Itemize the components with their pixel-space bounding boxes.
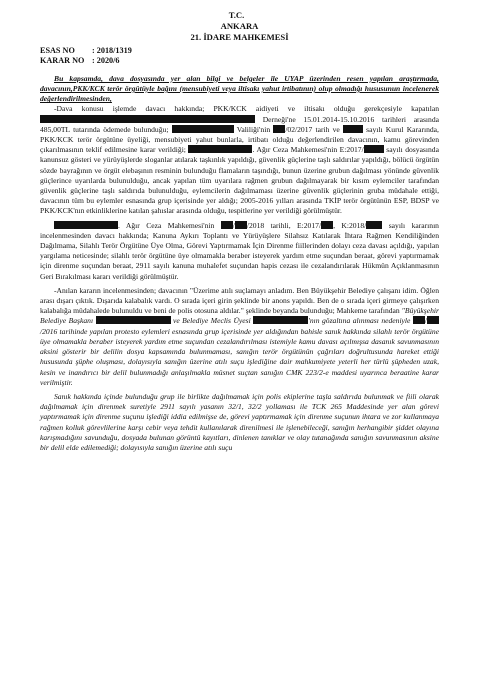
text-span: /2018 tarihli, E:2017/ <box>246 220 322 230</box>
text-span: . Ağır Ceza Mahkemesi'nin <box>118 220 215 230</box>
redaction <box>427 316 439 324</box>
redaction <box>188 145 252 153</box>
text-span: /02/2017 tarih ve <box>285 124 340 134</box>
esas-label: ESAS NO <box>40 46 75 55</box>
case-meta <box>40 46 439 67</box>
esas-row <box>40 46 439 56</box>
text-span: -Dava konusu işlemde davacı hakkında; PKK/KCK aidiyeti ve iltisakı olduğu gerekçesiyle kapatılan <box>54 104 439 114</box>
redaction <box>221 221 233 229</box>
redaction <box>366 221 382 229</box>
redaction <box>235 221 247 229</box>
redaction <box>273 125 285 133</box>
paragraph-sanik: Sanık hakkında içinde bulunduğu grup ile birlikte dağılmamak için polis ekiplerine taşla saldırıda bulunmak ve fiili olarak dağılmamak için direnmek suretiyle 2911 sayılı yasanın 32/1, 32/2 yollaması ile TCK 265 Maddesinde yer alan görevi yaptırmamak için direnme suçunu işlediği iddia edilmişse de, görevi yaptırmamak için direnme suçunun ihtara ve zor kullanmaya rağmen kolluk görevlilerine karşı cebir veya tehdit kullanılarak direnilmesi ile işlenebileceği, sanığın herhangibir şiddet olayına karışmadığını savunduğu, dosyada bulunan görüntü kayıtları, dinlenen tanıklar ve olay tutanağında sanığın savunmasının aksine bir delil elde edilemediği; dolayısıyla sanığın üzerine atılı suçu <box>40 391 439 452</box>
text-span: sayılı dosyasında kanunsuz gösteri ve yürüyüşlerde sloganlar atılarak taşkınlık yapıldığı, güvenlik güçlerine taşlı saldırılar yapıldığı, bölücü örgütün sözde bayrağının ve örgüt elebaşının resminin bulunduğu flamaların taşındığı, bunun üzerine grubun dağılması yönünde güvenlik güçlerince uyarılarda bulunulduğu, ancak yapılan tüm uyarılara rağmen grubun dağılmayarak bir kısım eylemciler tarafından güvenlik güçlerine taşlı saldırıda bulunulduğu, eylemcilerin dağılmaması üzerine güvenlik güçlerinin gruba müdahale ettiği, davacının tüm bu eylemler esnasında grup içerisinde yer aldığı; 2005-2016 yılları arasında TKİP terör örgütünün ESP, BDSP ve PKK/KCK'nın etkinliklerine katılan şahıslar arasında olduğu, tespitlerine yer verildiği görülmüştür. <box>40 145 439 216</box>
paragraph-dava-konusu <box>40 104 439 216</box>
text-span: Valiliği'nin <box>236 124 271 134</box>
text-span: Derneği'ne 15.01.2014-15.10.2016 tarihleri arasında 485,00TL tutarında ödemede bulunduğu; <box>40 114 439 134</box>
header-court: 21. İDARE MAHKEMESİ <box>190 32 289 42</box>
redaction <box>321 221 333 229</box>
redaction <box>54 221 118 229</box>
text-span: 'nın gözaltına alınması nedeniyle <box>308 316 411 326</box>
paragraph-anilan-karar: -Anılan kararın incelenmesinden; davacının "Üzerime atılı suçlamayı anladım. Ben Büyükşehir Belediye çalışanı idim. Öğlen arası dışarı çıktık. Dışarıda kalabalık vardı. O sırada içeri girin şeklinde bir anons yapıldı. Ben de o sırada içeri girmeye çalışırken kalabalığa müdahalede bulunuldu ve beni de polis otosuna aldılar." şeklinde beyanda bulunduğu; Mahkeme tarafından "Büyükşehir Belediye Başkanı ve Belediye Meclis Üyesi 'nın gözaltına alınması nedeniyle //2016 tarihinde yapılan protesto eylemleri esnasında grup içerisinde yer aldığından bahisle sanık hakkında silahlı terör örgütüne üye olmamakla beraber isteyerek yardım etme suçundan cezalandırılması istemiyle kamu davası açılmışsa dasanık savunmasının aksini gösterir bir delilin dosya kapsamında bulunmaması, sanığın terör örgütünün çağrıları doğrultusunda hareket ettiği hususunda şüphe oluşması, dolayısıyla sanığın üzerine atılı suçu işlediğine dair mahkumiyete yeterli her türlü şüpheden uzak, kesin ve inandırıcı bir delil bulunmadığı anlaşılmakla müsnet suçtan sanığın CMK 223/2-e maddesi uyarınca beraatine karar verilmiştir. <box>40 285 439 387</box>
redaction <box>172 125 234 133</box>
header-city: ANKARA <box>220 21 259 31</box>
redaction <box>413 316 425 324</box>
karar-value: : 2020/6 <box>92 56 120 66</box>
redaction <box>96 316 171 324</box>
text-span: /2016 tarihinde yapılan protesto eylemleri esnasında grup içerisinde yer aldığından bahisle sanık hakkında silahlı terör örgütüne üye olmamakla beraber isteyerek yardım etme suçundan cezalandırılması istemiyle kamu davası açılmışsa dasanık savunmasının aksini gösterir bir delilin dosya kapsamında bulunmaması, sanığın terör örgütünün çağrıları doğrultusunda hareket ettiği hususunda şüphe oluşması, dolayısıyla sanığın üzerine atılı suçu işlediğine dair mahkumiyete yeterli her türlü şüpheden uzak, kesin ve inandırıcı bir delil bulunmadığı anlaşılmakla müsnet suçtan sanığın CMK 223/2-e maddesi uyarınca beraatine karar verilmiştir. <box>40 326 439 387</box>
esas-value: : 2018/1319 <box>92 46 132 55</box>
karar-row <box>40 56 439 66</box>
paragraph-intro: Bu kapsamda, dava dosyasında yer alan bilgi ve belgeler ile UYAP üzerinden resen yapılan araştırmada, davacının,PKK/KCK terör örgütüyle bağını (mensubiyeti veya iltisakı yahut irtibatının) olup olmadığı hususunun incelenerek değerlendirilmesinden, <box>40 73 439 104</box>
redaction <box>40 115 255 123</box>
text-span: K:2018/ <box>341 220 367 230</box>
redaction <box>364 145 384 153</box>
paragraph-agir-ceza: . Ağır Ceza Mahkemesi'nin / /2018 tarihli, E:2017/ , K:2018/ sayılı kararının incelenmesinden davacı hakkında; Kanuna Aykırı Toplantı ve Yürüyüşlere Silahsız Katılarak İhtara Rağmen Kendiliğinden Dağılmama, Silahlı Terör Örgütüne Üye Olma, Görevi Yaptırmamak İçin Direnme fiillerinden dolayı ceza davası açıldığı, yapılan yargılama neticesinde; silahlı terör örgütüne üye olmamakla beraber isteyerek yardım etme suçundan beraat, görevi yaptırmamak için direnme suçundan beraat, 2911 sayılı kanuna muhalefet suçundan hapis cezası ile cezalandırılarak Hükmün Açıklanmasının Geri Bırakılması kararı verildiği görülmüştür. <box>40 220 439 281</box>
text-span: ve Belediye Meclis Üyesi <box>172 316 251 326</box>
text-span: sayılı Kurul Kararında, PKK/KCK terör örgütüne üyeliği, mensubiyeti yahut bunlarla, irtibatı olduğu değerlendirilen davacının, kamu görevinden çıkarılmasının teklif edilmesine karar verildiği; <box>40 124 439 155</box>
text-span: "Büyükşehir Belediye Başkanı <box>40 306 439 326</box>
redaction <box>343 125 363 133</box>
text-span: . Ağır Ceza Mahkemesi'nin E:2017/ <box>252 145 364 155</box>
text-span: sayılı kararının incelenmesinden davacı hakkında; Kanuna Aykırı Toplantı ve Yürüyüşlere Silahsız Katılarak İhtara Rağmen Kendiliğinden Dağılmama, Silahlı Terör Örgütüne Üye Olma, Görevi Yaptırmamak İçin Direnme fiillerinden dolayı ceza davası açıldığı, yapılan yargılama neticesinde; silahlı terör örgütüne üye olmamakla beraber isteyerek yardım etme suçundan beraat, görevi yaptırmamak için direnme suçundan beraat, 2911 sayılı kanuna muhalefet suçundan hapis cezası ile cezalandırılarak Hükmün Açıklanmasının Geri Bırakılması kararı verildiği görülmüştür. <box>40 220 439 281</box>
header-tc: T.C. <box>228 10 245 20</box>
court-header <box>40 10 439 43</box>
redaction <box>253 316 308 324</box>
text-span: -Anılan kararın incelenmesinden; davacının "Üzerime atılı suçlamayı anladım. Ben Büyükşehir Belediye çalışanı idim. Öğlen arası dışarı çıktık. Dışarıda kalabalık vardı. O sırada içeri girin şeklinde bir anons yapıldı. Ben de o sırada içeri girmeye çalışırken kalabalığa müdahalede bulunuldu ve beni de polis otosuna aldılar." şeklinde beyanda bulunduğu; Mahkeme tarafından <box>40 285 439 316</box>
karar-label: KARAR NO <box>40 56 85 66</box>
